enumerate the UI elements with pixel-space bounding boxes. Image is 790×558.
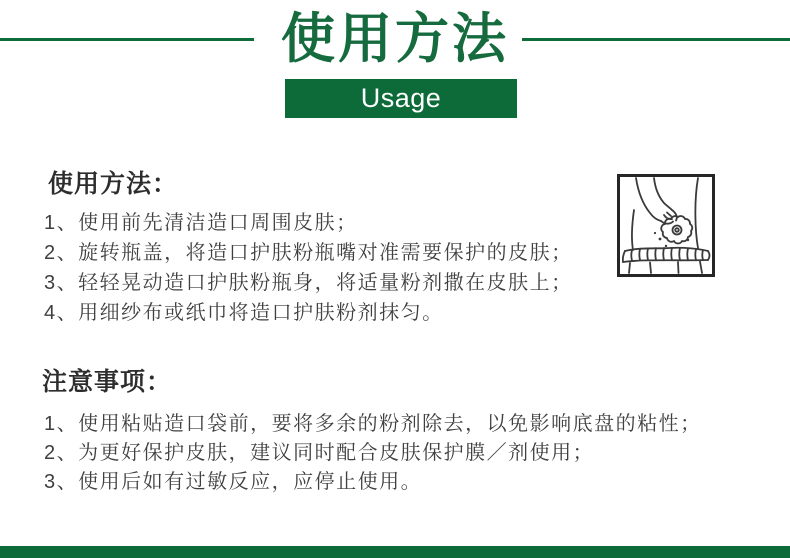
usage-banner: Usage xyxy=(285,79,517,118)
hand-sprinkling-powder-illustration xyxy=(620,177,712,274)
bottom-green-bar xyxy=(0,546,790,558)
usage-step: 3、轻轻晃动造口护肤粉瓶身，将适量粉剂撒在皮肤上； xyxy=(44,272,573,294)
notes-list xyxy=(44,410,702,497)
usage-step: 4、用细纱布或纸巾将造口护肤粉剂抹匀。 xyxy=(44,302,444,324)
note-item: 2、为更好保护皮肤，建议同时配合皮肤保护膜／剂使用； xyxy=(44,442,595,464)
notes-section-heading: 注意事项： xyxy=(42,368,173,396)
usage-step-list xyxy=(44,208,573,328)
page-title: 使用方法 xyxy=(281,9,509,69)
title-divider-right xyxy=(522,38,790,41)
usage-step: 2、旋转瓶盖，将造口护肤粉瓶嘴对准需要保护的皮肤； xyxy=(44,242,573,264)
usage-step: 1、使用前先清洁造口周围皮肤； xyxy=(44,212,358,234)
note-item: 1、使用粘贴造口袋前，要将多余的粉剂除去，以免影响底盘的粘性； xyxy=(44,413,702,435)
note-item: 3、使用后如有过敏反应，应停止使用。 xyxy=(44,471,423,493)
usage-illustration-frame xyxy=(617,174,715,277)
usage-section-heading: 使用方法： xyxy=(48,170,179,198)
